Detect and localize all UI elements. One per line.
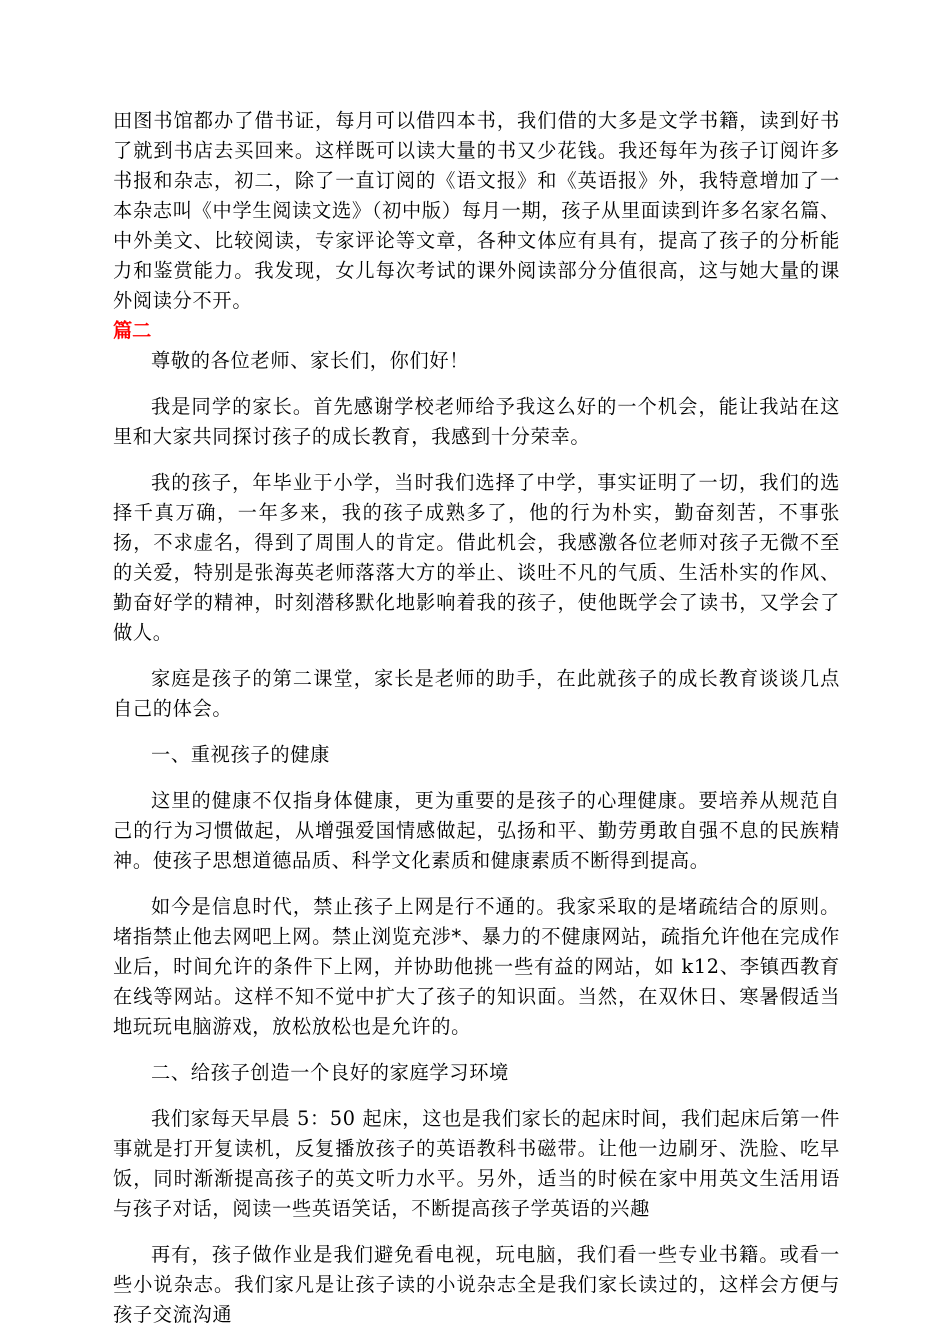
paragraph-internet: 如今是信息时代，禁止孩子上网是行不通的。我家采取的是堵疏结合的原则。堵指禁止他去网吧上网。禁止浏览充涉*、暴力的不健康网站，疏指允许他在完成作业后，时间允许的条件下上网，并协助他挑一些有益的网站，如 k12、李镇西教育在线等网站。这样不知不觉中扩大了孩子的知识面。当然，在双休日、寒暑假适当地玩玩电脑游戏，放松放松也是允许的。 [113,895,840,1038]
paragraph-morning-routine: 我们家每天早晨 5：50 起床，这也是我们家长的起床时间，我们起床后第一件事就是打开复读机，反复播放孩子的英语教科书磁带。让他一边刷牙、洗脸、吃早饭，同时渐渐提高孩子的英文听力水平。另外，适当的时候在家中用英文生活用语与孩子对话，阅读一些英语笑话，不断提高孩子学英语的兴趣 [113,1107,840,1220]
paragraph-child-description: 我的孩子，年毕业于小学，当时我们选择了中学，事实证明了一切，我们的选择千真万确，一年多来，我的孩子成熟多了，他的行为朴实，勤奋刻苦，不事张扬，不求虚名，得到了周围人的肯定。借此机会，我感激各位老师对孩子无微不至的关爱，特别是张海英老师落落大方的举止、谈吐不凡的气质、生活朴实的作风、勤奋好学的精神，时刻潜移默化地影响着我的孩子，使他既学会了读书，又学会了做人。 [113,471,840,644]
section-heading: 篇二 [113,319,152,342]
greeting: 尊敬的各位老师、家长们，你们好！ [151,349,470,372]
heading-environment: 二、给孩子创造一个良好的家庭学习环境 [151,1061,509,1084]
document-page [113,106,840,1330]
paragraph-family-classroom: 家庭是孩子的第二课堂，家长是老师的助手，在此就孩子的成长教育谈谈几点自己的体会。 [113,667,840,720]
paragraph-introduction: 我是同学的家长。首先感谢学校老师给予我这么好的一个机会，能让我站在这里和大家共同探讨孩子的成长教育，我感到十分荣幸。 [113,395,840,448]
paragraph-health: 这里的健康不仅指身体健康，更为重要的是孩子的心理健康。要培养从规范自己的行为习惯做起，从增强爱国情感做起，弘扬和平、勤劳勇敢自强不息的民族精神。使孩子思想道德品质、科学文化素质和健康素质不断得到提高。 [113,789,840,872]
intro-paragraph: 田图书馆都办了借书证，每月可以借四本书，我们借的大多是文学书籍，读到好书了就到书店去买回来。这样既可以读大量的书又少花钱。我还每年为孩子订阅许多书报和杂志，初二，除了一直订阅的《语文报》和《英语报》外，我特意增加了一本杂志叫《中学生阅读文选》（初中版）每月一期，孩子从里面读到许多名家名篇、中外美文、比较阅读，专家评论等文章，各种文体应有具有，提高了孩子的分析能力和鉴赏能力。我发现，女儿每次考试的课外阅读部分分值很高，这与她大量的课外阅读分不开。 [113,109,840,312]
paragraph-homework: 再有，孩子做作业是我们避免看电视，玩电脑，我们看一些专业书籍。或看一些小说杂志。我们家凡是让孩子读的小说杂志全是我们家长读过的，这样会方便与孩子交流沟通 [113,1243,840,1326]
heading-health: 一、重视孩子的健康 [151,743,330,766]
